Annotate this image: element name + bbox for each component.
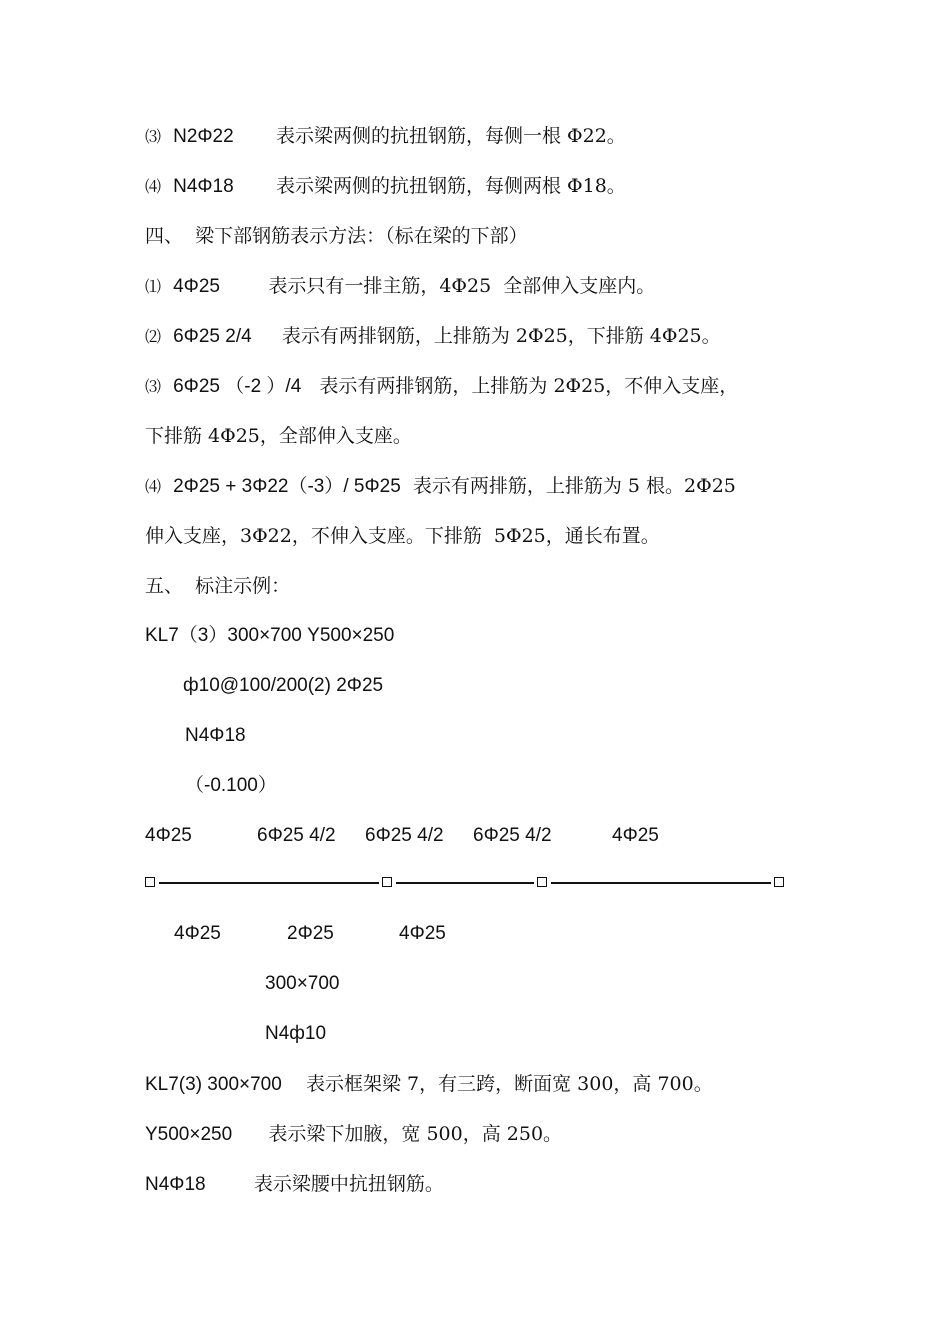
support-square xyxy=(537,877,547,887)
support-square xyxy=(774,877,784,887)
line-bottom-4-cont: 伸入支座，3Φ22，不伸入支座。下排筋 5Φ25，通长布置。 xyxy=(145,525,660,547)
beam-diagram-line xyxy=(145,871,790,897)
diagram-bottom-label: 2Φ25 xyxy=(287,923,334,944)
span-line xyxy=(159,882,379,884)
line-bottom-4: ⑷ 2Φ25 + 3Φ22（-3）/ 5Φ25 表示有两排筋，上排筋为 5 根。2Φ25 xyxy=(145,475,736,497)
note-torsion: N4Φ18 表示梁腰中抗扭钢筋。 xyxy=(145,1173,444,1195)
span-line xyxy=(551,882,771,884)
span-line xyxy=(396,882,534,884)
diagram-top-label: 4Φ25 xyxy=(145,825,192,846)
section-heading-5: 五、 标注示例： xyxy=(145,575,291,597)
item-number: ⑶ xyxy=(145,377,162,396)
diagram-bottom-label: 4Φ25 xyxy=(399,923,446,944)
diagram-top-label: 4Φ25 xyxy=(612,825,659,846)
diagram-stirrup: N4ф10 xyxy=(265,1023,327,1044)
item-number: ⑷ xyxy=(145,477,162,496)
diagram-top-label: 6Φ25 4/2 xyxy=(365,825,444,846)
item-number: ⑵ xyxy=(145,327,162,346)
diagram-bottom-label: 4Φ25 xyxy=(174,923,221,944)
line-bottom-3: ⑶ 6Φ25 （-2 ）/4 表示有两排钢筋，上排筋为 2Φ25，不伸入支座， xyxy=(145,375,739,397)
item-number: ⑶ xyxy=(145,127,162,146)
example-elevation: （-0.100） xyxy=(185,775,277,796)
example-torsion: N4Φ18 xyxy=(185,725,246,746)
note-kl7: KL7(3) 300×700 表示框架梁 7，有三跨，断面宽 300，高 700。 xyxy=(145,1073,713,1095)
item-number: ⑷ xyxy=(145,177,162,196)
note-haunch: Y500×250 表示梁下加腋，宽 500，高 250。 xyxy=(145,1123,563,1145)
line-torsion-n2: ⑶ N2Φ22 表示梁两侧的抗扭钢筋，每侧一根 Φ22。 xyxy=(145,125,626,147)
line-bottom-1: ⑴ 4Φ25 表示只有一排主筋，4Φ25 全部伸入支座内。 xyxy=(145,275,656,297)
example-beam-code: KL7（3）300×700 Y500×250 xyxy=(145,625,395,646)
item-number: ⑴ xyxy=(145,277,162,296)
line-bottom-3-cont: 下排筋 4Φ25，全部伸入支座。 xyxy=(145,425,412,447)
diagram-section: 300×700 xyxy=(265,973,340,994)
line-torsion-n4: ⑷ N4Φ18 表示梁两侧的抗扭钢筋，每侧两根 Φ18。 xyxy=(145,175,626,197)
diagram-top-label: 6Φ25 4/2 xyxy=(473,825,552,846)
support-square xyxy=(382,877,392,887)
example-stirrup: ф10@100/200(2) 2Φ25 xyxy=(183,675,384,696)
section-heading-4: 四、 梁下部钢筋表示方法：（标在梁的下部） xyxy=(145,225,528,247)
diagram-top-label: 6Φ25 4/2 xyxy=(257,825,336,846)
line-bottom-2: ⑵ 6Φ25 2/4 表示有两排钢筋，上排筋为 2Φ25，下排筋 4Φ25。 xyxy=(145,325,721,347)
support-square xyxy=(145,877,155,887)
